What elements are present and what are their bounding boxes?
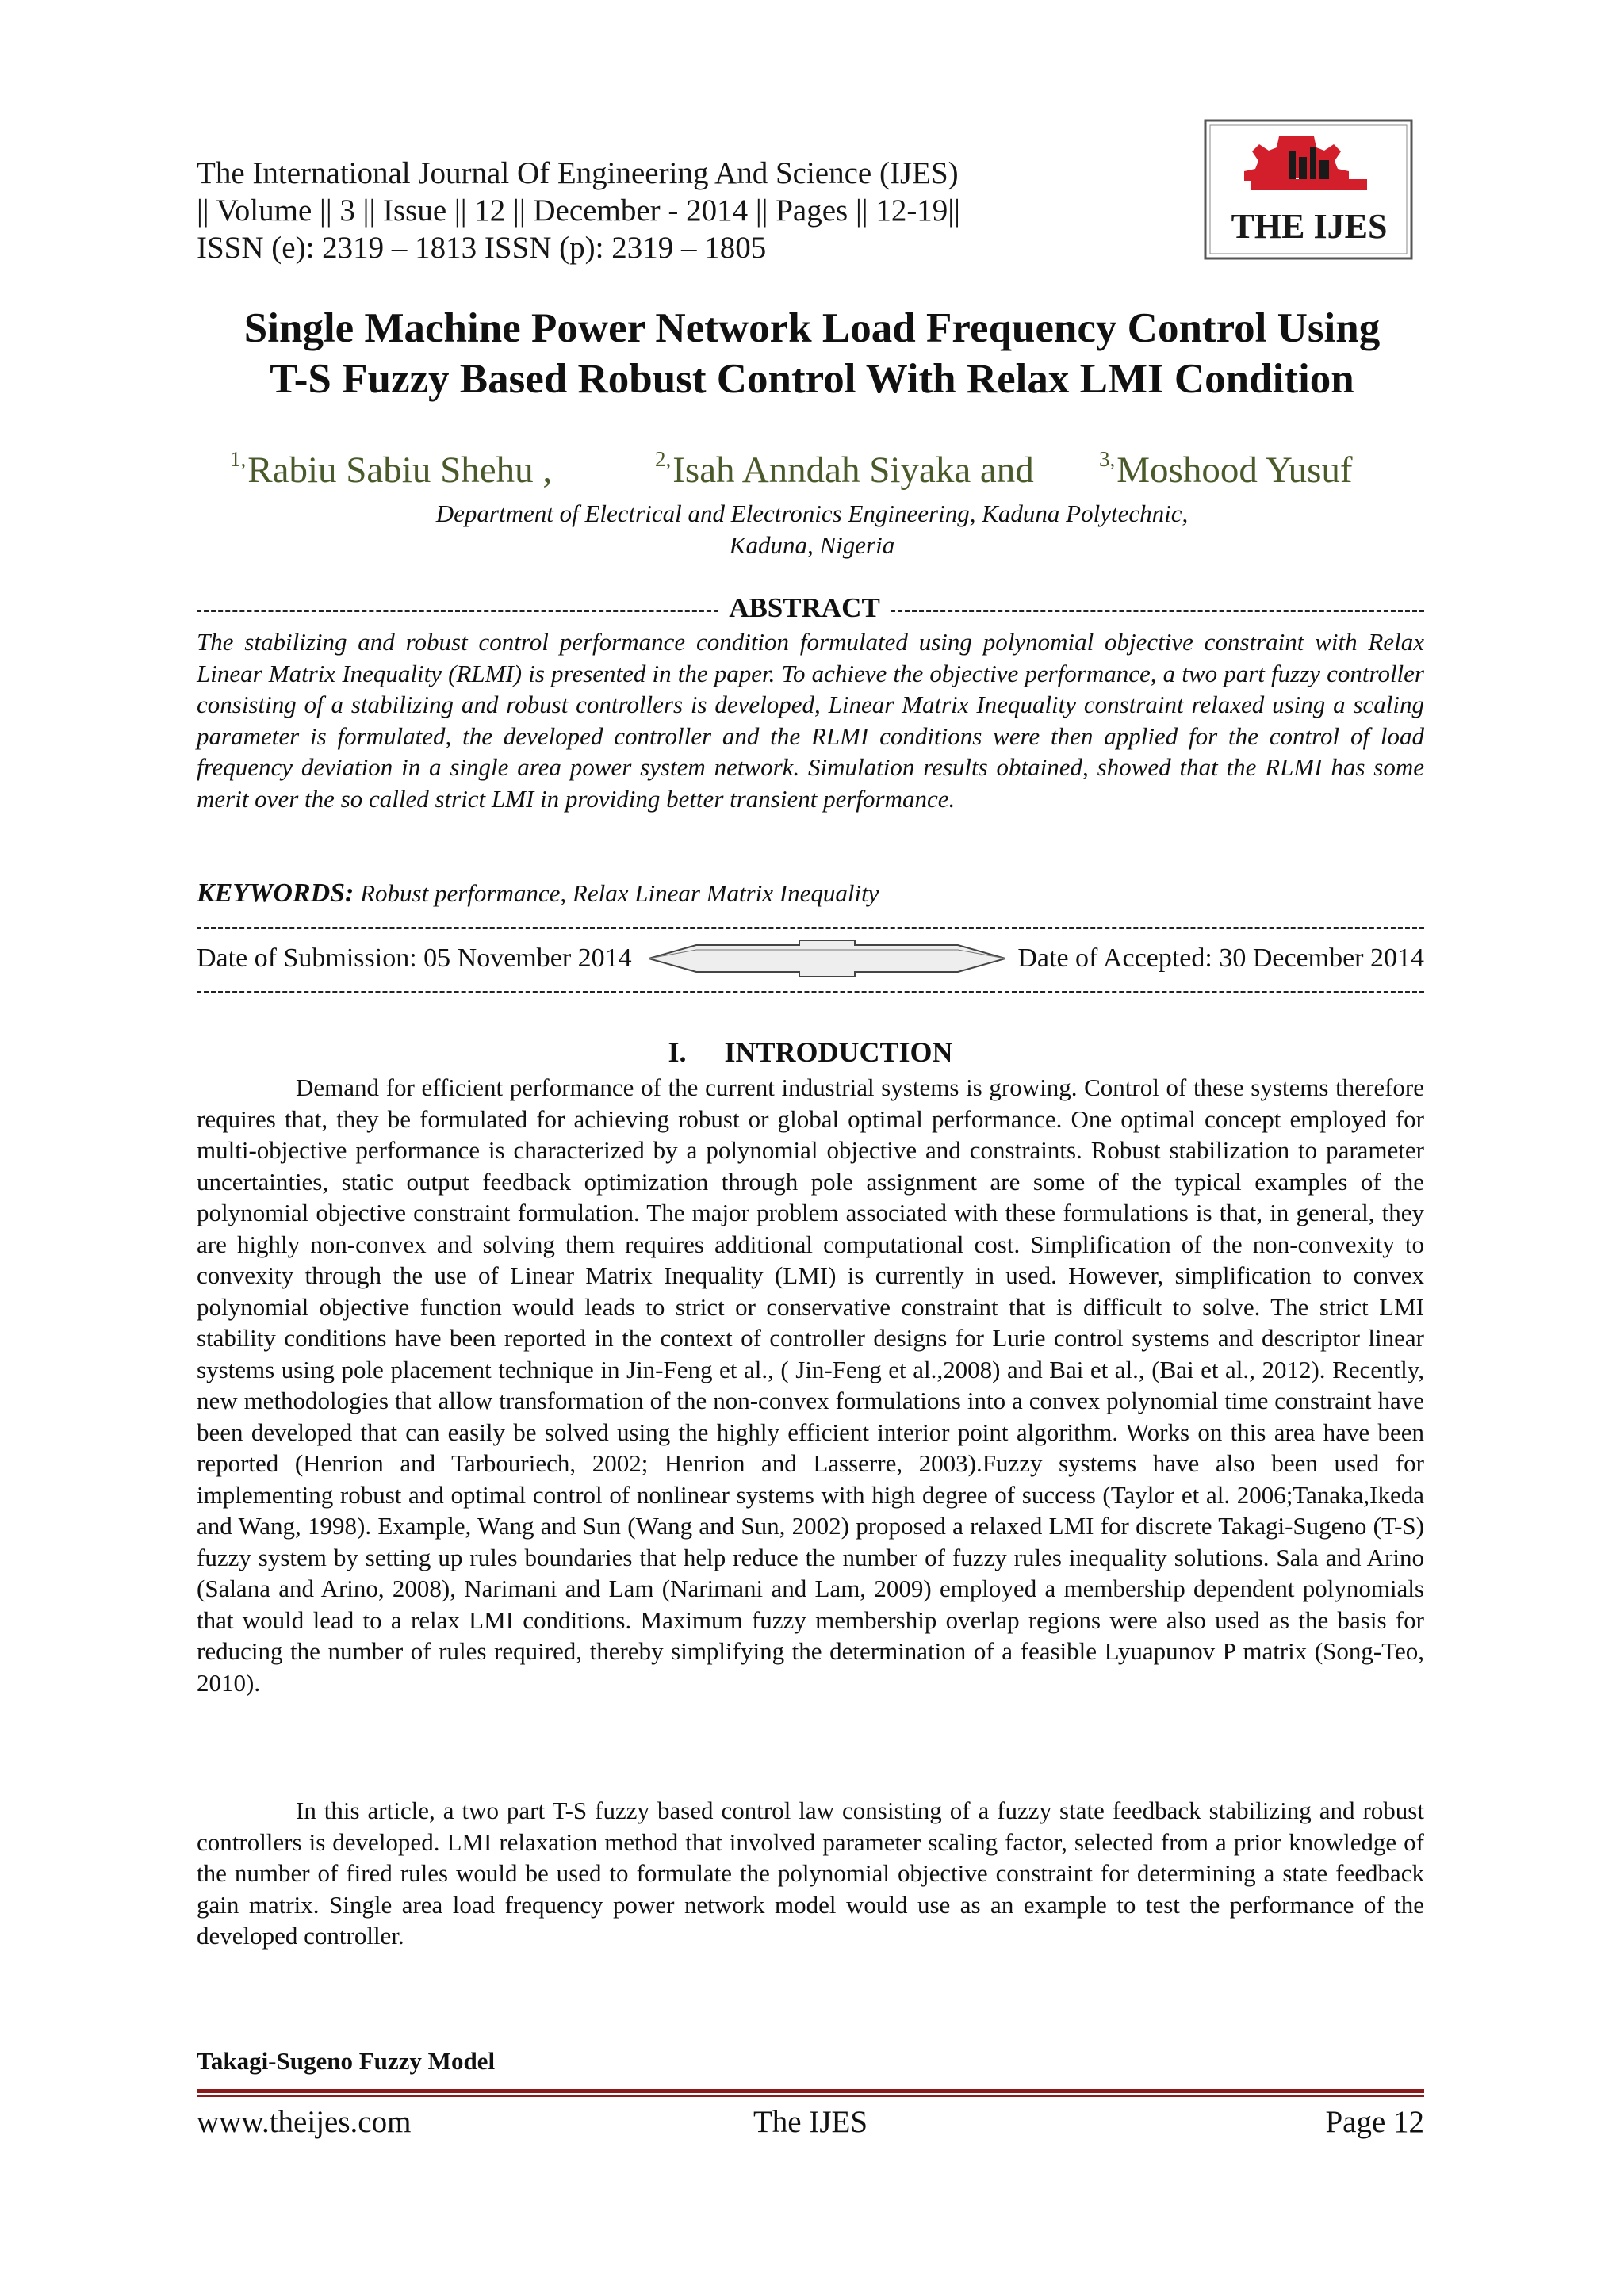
journal-name: The International Journal Of Engineering And Science (IJES) (197, 156, 959, 190)
author-3-name: Moshood Yusuf (1116, 450, 1353, 491)
page-footer (197, 2104, 1424, 2144)
introduction-paragraph-2 (197, 1795, 1424, 1952)
footer-journal: The IJES (753, 2105, 868, 2139)
logo-text: THE IJES (1231, 207, 1388, 246)
paper-title-line2: T-S Fuzzy Based Robust Control With Relax LMI Condition (270, 356, 1354, 402)
keywords-label: KEYWORDS: (197, 878, 354, 908)
abstract-label: ABSTRACT (729, 592, 880, 623)
author-3 (1099, 449, 1353, 492)
author-1-name: Rabiu Sabiu Shehu , (247, 450, 553, 491)
footer-rule (197, 2095, 1424, 2097)
journal-issn: ISSN (e): 2319 – 1813 ISSN (p): 2319 – 1805 (197, 231, 767, 265)
abstract-text: The stabilizing and robust control performance condition formulated using polynomial objective constraint with Relax Linear Matrix Inequality (RLMI) is presented in the paper. To achieve the objective performance, a two part fuzzy controller consisting of a stabilizing and robust controllers is developed, Linear Matrix Inequality constraint relaxed using a scaling parameter is formulated, the developed controller and the RLMI conditions were then applied for the control of load frequency deviation in a single area power system network. Simulation results obtained, showed that the RLMI has some merit over the so called strict LMI in providing better transient performance. (197, 628, 1424, 813)
ijes-logo (1204, 119, 1415, 262)
author-1-index: 1, (230, 447, 247, 471)
journal-volume-info: || Volume || 3 || Issue || 12 || December - 2014 || Pages || 12-19|| (197, 193, 960, 228)
section-title: INTRODUCTION (724, 1036, 953, 1068)
author-2-name: Isah Anndah Siyaka and (672, 450, 1034, 491)
section-heading (197, 1035, 1424, 1069)
section-number: I. (668, 1036, 687, 1068)
author-2-index: 2, (655, 447, 672, 471)
dashed-divider (891, 610, 1424, 612)
dashed-divider (197, 610, 718, 612)
dashed-divider (197, 991, 1424, 993)
date-of-submission: Date of Submission: 05 November 2014 (197, 943, 632, 973)
dashed-divider (197, 927, 1424, 929)
paper-title-line1: Single Machine Power Network Load Frequency Control Using (243, 305, 1381, 351)
paragraph-text: Demand for efficient performance of the current industrial systems is growing. Control of these systems therefore requires that, they be formulated for achieving robust or global optimal performance. One optimal concept employed for multi-objective performance is characterized by a polynomial objective and constraints. Robust stabilization to parameter uncertainties, static output feedback optimization through pole assignment are some of the typical examples of the polynomial objective constraint formulation. The major problem associated with these formulations is that, in general, they are highly non-convex and solving them requires additional computational cost. Simplification of the non-convexity to convexity through the use of Linear Matrix Inequality (LMI) is currently in used. However, simplification to convex polynomial objective function would leads to strict or conservative constraint that is difficult to solve. The strict LMI stability conditions have been reported in the context of controller designs for Lurie control systems and descriptor linear systems using pole placement technique in Jin-Feng et al., ( Jin-Feng et al.,2008) and Bai et al., (Bai et al., 2012). Recently, new methodologies that allow transformation of the non-convex formulations into a convex polynomial time constraint have been developed that can easily be solved using the highly efficient interior point algorithm. Works on this area have been reported (Henrion and Tarbouriech, 2002; Henrion and Lasserre, 2003).Fuzzy systems have also been used for implementing robust and optimal control of nonlinear systems with high degree of success (Taylor et al. 2006;Tanaka,Ikeda and Wang, 1998). Example, Wang and Sun (Wang and Sun, 2002) proposed a relaxed LMI for discrete Takagi-Sugeno (T-S) fuzzy system by setting up rules boundaries that help reduce the number of fuzzy rules inequality solutions. Sala and Arino (Salana and Arino, 2008), Narimani and Lam (Narimani and Lam, 2009) employed a membership dependent polynomials that would lead to a relax LMI conditions. Maximum fuzzy membership overlap regions were also used as the basis for reducing the number of rules required, thereby simplifying the determination of a feasible Lyuapunov P matrix (Song-Teo, 2010). (197, 1073, 1424, 1697)
author-2 (655, 449, 1034, 492)
paragraph-text: In this article, a two part T-S fuzzy based control law consisting of a fuzzy state feedback stabilizing and robust controllers is developed. LMI relaxation method that involved parameter scaling factor, selected from a prior knowledge of the number of fired rules would be used to formulate the polynomial objective constraint for determining a state feedback gain matrix. Single area load frequency power network model would use as an example to test the performance of the developed controller. (197, 1797, 1424, 1950)
introduction-paragraph-1 (197, 1072, 1424, 1698)
keywords (197, 878, 879, 909)
footer-page-number: Page 12 (1325, 2105, 1424, 2139)
double-arrow-icon (649, 940, 1005, 977)
affiliation-line2: Kaduna, Nigeria (729, 531, 895, 559)
subsection-heading: Takagi-Sugeno Fuzzy Model (197, 2047, 496, 2075)
author-1 (230, 449, 552, 492)
submission-dates (197, 940, 1424, 977)
footer-rule (197, 2089, 1424, 2093)
author-3-index: 3, (1099, 447, 1116, 471)
footer-website: www.theijes.com (197, 2105, 412, 2139)
date-of-acceptance: Date of Accepted: 30 December 2014 (1017, 943, 1424, 973)
keywords-text: Robust performance, Relax Linear Matrix Inequality (354, 879, 879, 907)
affiliation-line1: Department of Electrical and Electronics Engineering, Kaduna Polytechnic, (435, 499, 1189, 527)
abstract-heading (197, 591, 1424, 627)
author-list (230, 449, 1396, 496)
